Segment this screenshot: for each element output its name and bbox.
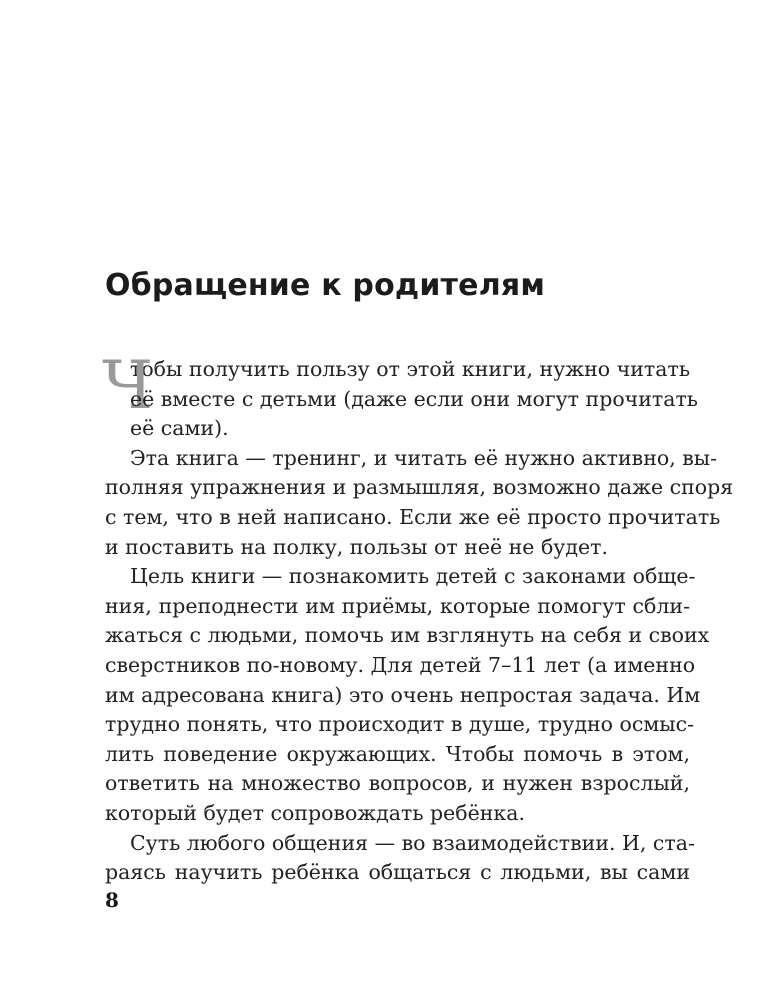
text-line-14: лить поведение окружающих. Чтобы помочь в этом, (105, 741, 690, 766)
text-line-13: трудно понять, что происходит в душе, трудно осмыс- (105, 712, 695, 737)
text-line-1: Ч тобы получить пользу от этой книги, нужно читать (102, 347, 690, 424)
text-line-2: её вместе с детьми (даже если они могут прочитать (130, 386, 698, 411)
text-line-9: ния, преподнести им приёмы, которые помогут сбли- (105, 593, 690, 618)
drop-cap: Ч (102, 347, 154, 424)
text-line-17: Суть любого общения — во взаимодействии. И, ста- (130, 830, 695, 855)
text-line-7: и поставить на полку, пользы от неё не будет. (105, 534, 608, 559)
text-line-15: ответить на множество вопросов, и нужен взрослый, (105, 771, 690, 796)
body-text (102, 347, 734, 888)
text-line-16: который будет сопровождать ребёнка. (105, 800, 525, 825)
text-line-12: им адресована книга) это очень непростая задача. Им (105, 682, 701, 707)
page-title: Обращение к родителям (105, 268, 546, 303)
text-line-4: Эта книга — тренинг, и читать её нужно активно, вы- (130, 445, 718, 470)
text-line-10: жаться с людьми, помочь им взглянуть на себя и своих (105, 623, 710, 648)
text-line-5: полняя упражнения и размышляя, возможно даже споря (105, 475, 734, 500)
text-line-3: её сами). (130, 416, 229, 441)
page-number: 8 (105, 888, 119, 912)
text-line-11: сверстников по-новому. Для детей 7–11 лет (а именно (105, 652, 696, 677)
text-line-18: раясь научить ребёнка общаться с людьми, вы сами (105, 860, 690, 885)
text-line-8: Цель книги — познакомить детей с законами обще- (130, 564, 696, 589)
text-line-6: с тем, что в ней написано. Если же её просто прочитать (105, 504, 721, 529)
